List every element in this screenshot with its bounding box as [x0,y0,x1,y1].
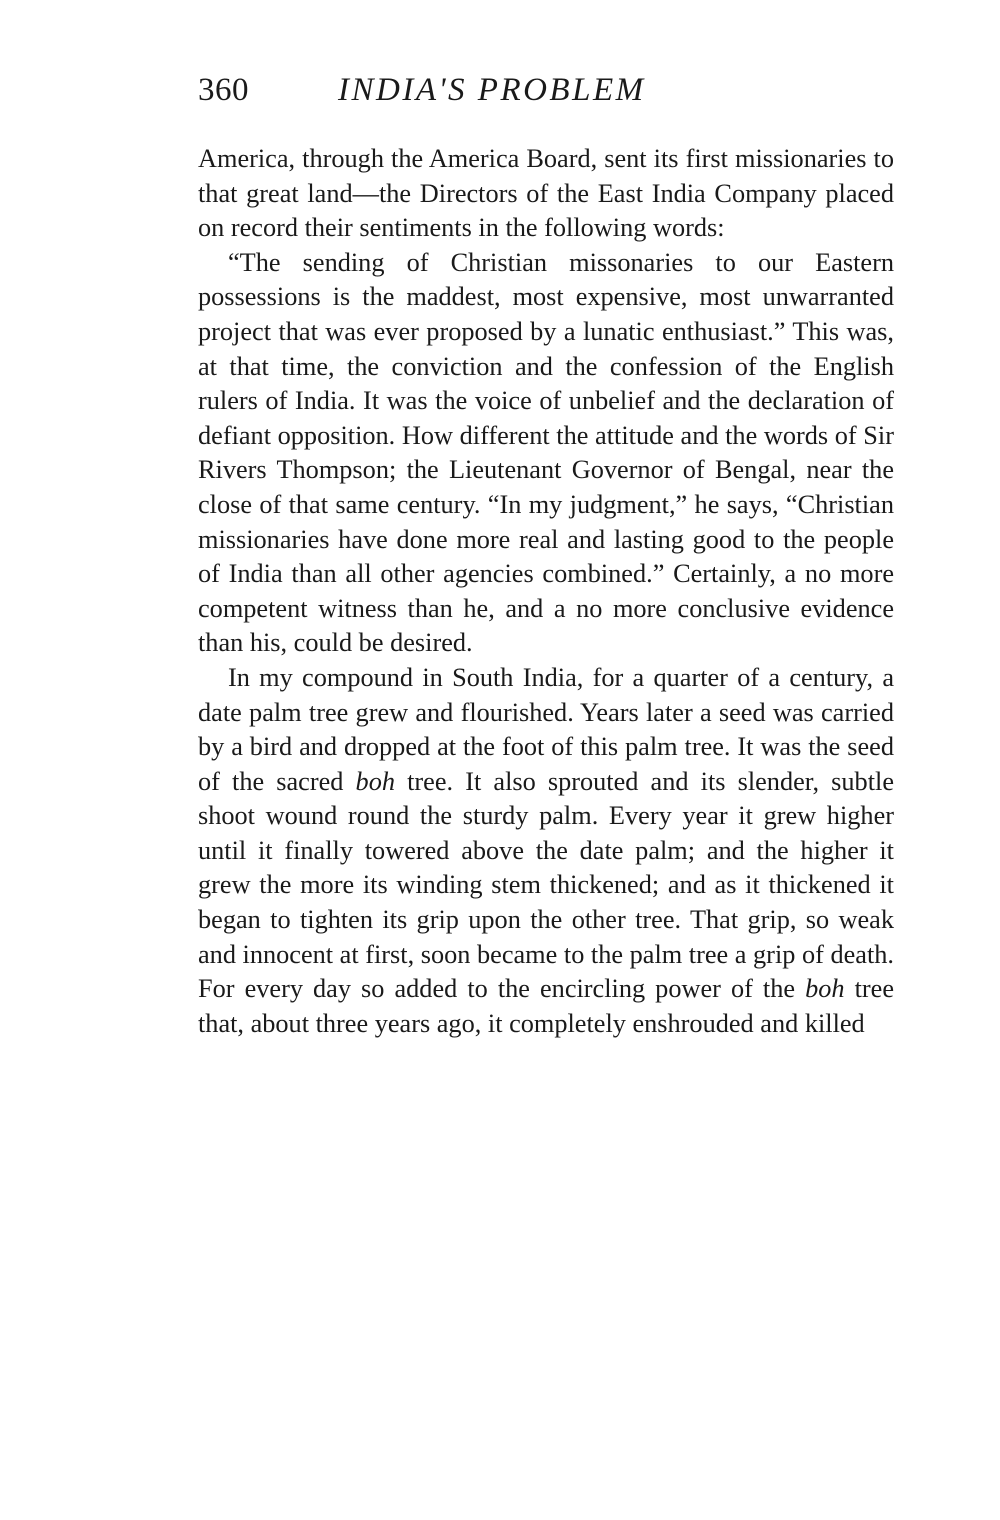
book-page [198,72,894,1041]
running-head [198,72,894,118]
paragraph-3-part-1: In my compound in South India, for a quarter of a century, a date palm tree grew and flourished. Years later a seed was carried by a bird and dropped at the foot of this palm tree. It was the seed of the sacred [198,662,894,796]
italic-term-boh: boh [355,766,395,796]
body-text [198,142,894,1041]
paragraph-3 [198,661,894,1042]
running-title: INDIA'S PROBLEM [338,72,646,108]
page-number: 360 [198,72,249,108]
paragraph-2: “The sending of Christian missonaries to our Eastern possessions is the maddest, most expensive, most unwarranted project that was ever proposed by a lunatic enthusiast.” This was, at that time, the conviction and the confession of the English rulers of India. It was the voice of unbelief and the declaration of defiant opposition. How different the attitude and the words of Sir Rivers Thompson; the Lieutenant Governor of Bengal, near the close of that same century. “In my judgment,” he says, “Christian missionaries have done more real and lasting good to the people of India than all other agencies combined.” Certainly, a no more competent witness than he, and a no more conclusive evidence than his, could be desired. [198,247,894,658]
paragraph-3-part-3: tree that, about three years ago, it completely enshrouded and killed [198,974,894,1038]
italic-term-boh: boh [805,974,845,1004]
paragraph-3-part-2: tree. It also sprouted and its slender, subtle shoot wound round the sturdy palm. Every year it grew higher until it finally towered above the date palm; and the higher it grew the more its winding stem thickened; and as it thickened it began to tighten its grip upon the other tree. That grip, so weak and innocent at first, soon became to the palm tree a grip of death. For every day so added to the encircling power of the [198,766,894,1004]
paragraph-1: America, through the America Board, sent its first missionaries to that great land—the Directors of the East India Company placed on record their sentiments in the following words: [198,144,894,243]
